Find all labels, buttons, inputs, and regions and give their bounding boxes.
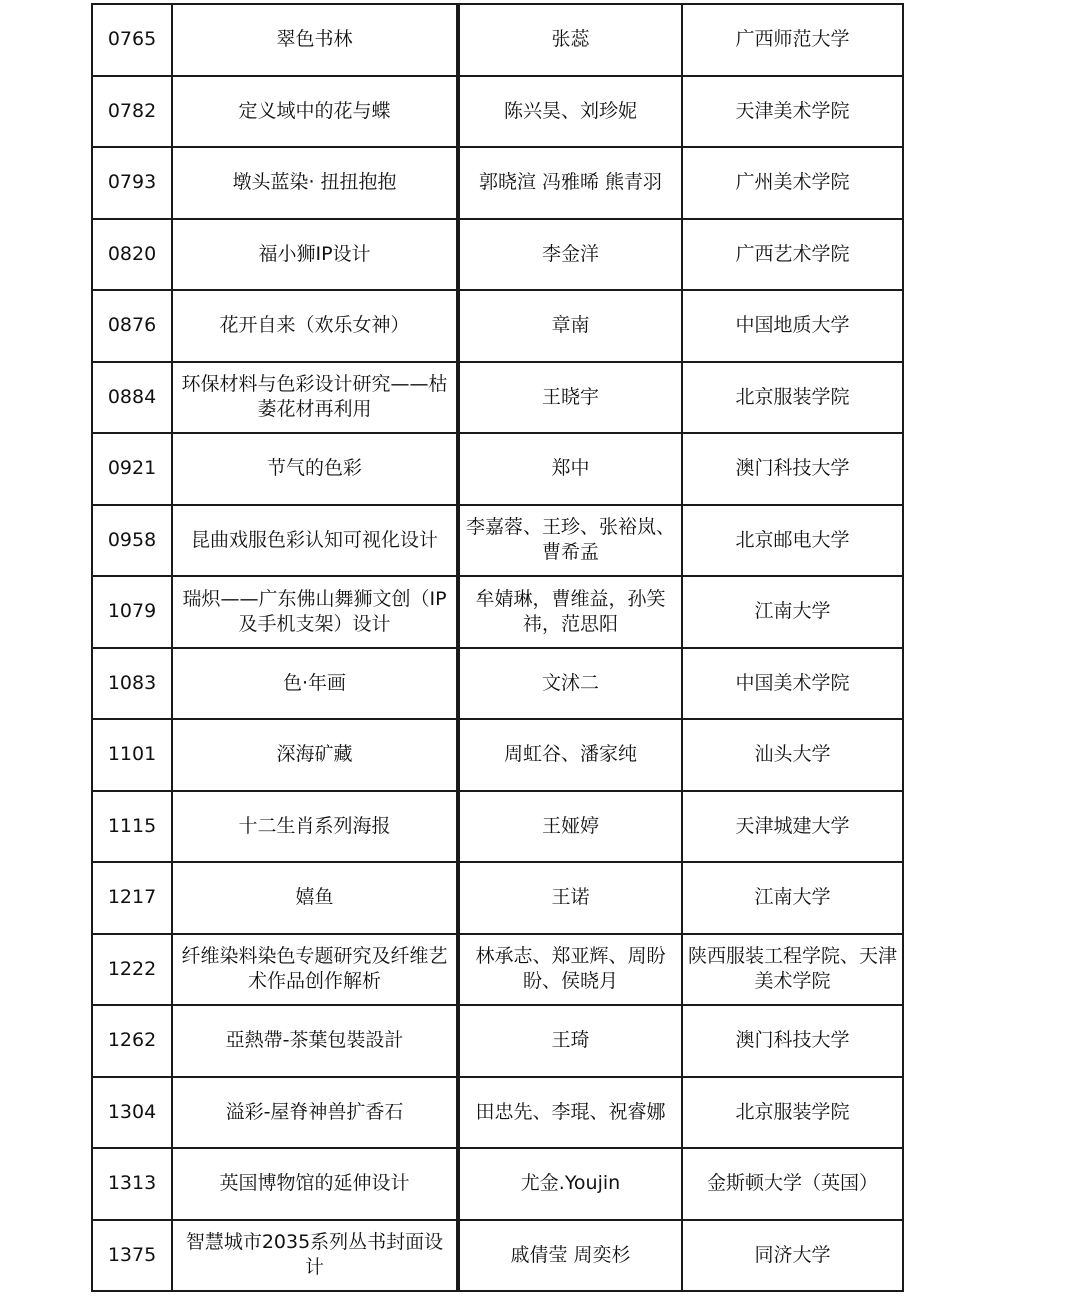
entry-id: 1079: [92, 576, 172, 648]
entry-id: 0958: [92, 505, 172, 577]
entry-title: 溢彩-屋脊神兽扩香石: [172, 1077, 458, 1149]
entry-id: 1375: [92, 1220, 172, 1292]
entry-title: 墩头蓝染· 扭扭抱抱: [172, 147, 458, 219]
table-row: [92, 219, 903, 291]
entry-title: 定义域中的花与蝶: [172, 76, 458, 148]
entry-school: 北京服装学院: [682, 362, 903, 434]
entry-id: 0884: [92, 362, 172, 434]
entry-title: 昆曲戏服色彩认知可视化设计: [172, 505, 458, 577]
entry-authors: 王诺: [458, 862, 682, 934]
table-row: [92, 362, 903, 434]
entry-id: 0793: [92, 147, 172, 219]
entry-school: 天津城建大学: [682, 791, 903, 863]
entry-id: 1115: [92, 791, 172, 863]
entry-authors: 郑中: [458, 433, 682, 505]
entry-title: 亞熱帶-茶葉包裝設計: [172, 1005, 458, 1077]
entry-school: 澳门科技大学: [682, 433, 903, 505]
entry-id: 1217: [92, 862, 172, 934]
entry-title: 英国博物馆的延伸设计: [172, 1148, 458, 1220]
entry-school: 广西师范大学: [682, 4, 903, 76]
entry-id: 1304: [92, 1077, 172, 1149]
entry-school: 中国地质大学: [682, 290, 903, 362]
table-row: [92, 934, 903, 1006]
entry-school: 中国美术学院: [682, 648, 903, 720]
entry-id: 0921: [92, 433, 172, 505]
entry-authors: 郭晓渲 冯雅晞 熊青羽: [458, 147, 682, 219]
entry-title: 纤维染料染色专题研究及纤维艺术作品创作解析: [172, 934, 458, 1006]
entry-title: 翠色书林: [172, 4, 458, 76]
table-row: [92, 433, 903, 505]
entry-title: 福小狮IP设计: [172, 219, 458, 291]
table-row: [92, 4, 903, 76]
entry-id: 1101: [92, 719, 172, 791]
entry-school: 汕头大学: [682, 719, 903, 791]
entry-title: 花开自来（欢乐女神）: [172, 290, 458, 362]
entry-authors: 王娅婷: [458, 791, 682, 863]
table-row: [92, 719, 903, 791]
entry-id: 1222: [92, 934, 172, 1006]
entry-authors: 林承志、郑亚辉、周盼盼、侯晓月: [458, 934, 682, 1006]
entry-authors: 戚倩莹 周奕杉: [458, 1220, 682, 1292]
table-row: [92, 76, 903, 148]
table-row: [92, 290, 903, 362]
entry-authors: 李金洋: [458, 219, 682, 291]
results-table: [91, 3, 904, 1292]
entry-authors: 李嘉蓉、王珍、张裕岚、曹希孟: [458, 505, 682, 577]
entry-id: 1262: [92, 1005, 172, 1077]
entry-title: 色·年画: [172, 648, 458, 720]
entry-school: 广州美术学院: [682, 147, 903, 219]
results-table-body: [92, 4, 903, 1291]
table-row: [92, 862, 903, 934]
entry-school: 天津美术学院: [682, 76, 903, 148]
entry-school: 广西艺术学院: [682, 219, 903, 291]
entry-title: 深海矿藏: [172, 719, 458, 791]
table-row: [92, 791, 903, 863]
entry-authors: 张蕊: [458, 4, 682, 76]
table-row: [92, 1005, 903, 1077]
entry-id: 0765: [92, 4, 172, 76]
entry-id: 1083: [92, 648, 172, 720]
entry-title: 节气的色彩: [172, 433, 458, 505]
entry-school: 金斯顿大学（英国）: [682, 1148, 903, 1220]
entry-school: 北京服装学院: [682, 1077, 903, 1149]
entry-title: 瑞炽——广东佛山舞狮文创（IP及手机支架）设计: [172, 576, 458, 648]
table-row: [92, 576, 903, 648]
entry-authors: 周虹谷、潘家纯: [458, 719, 682, 791]
entry-authors: 王琦: [458, 1005, 682, 1077]
table-row: [92, 1148, 903, 1220]
entry-school: 北京邮电大学: [682, 505, 903, 577]
entry-authors: 陈兴昊、刘珍妮: [458, 76, 682, 148]
table-row: [92, 505, 903, 577]
entry-authors: 尤金.Youjin: [458, 1148, 682, 1220]
table-row: [92, 1220, 903, 1292]
entry-school: 同济大学: [682, 1220, 903, 1292]
entry-title: 嬉鱼: [172, 862, 458, 934]
entry-authors: 文沭二: [458, 648, 682, 720]
entry-school: 陕西服装工程学院、天津美术学院: [682, 934, 903, 1006]
entry-title: 十二生肖系列海报: [172, 791, 458, 863]
entry-title: 智慧城市2035系列丛书封面设计: [172, 1220, 458, 1292]
table-row: [92, 147, 903, 219]
entry-authors: 王晓宇: [458, 362, 682, 434]
entry-authors: 田忠先、李琨、祝睿娜: [458, 1077, 682, 1149]
entry-authors: 牟婧琳，曹维益，孙笑祎，范思阳: [458, 576, 682, 648]
results-table-container: [91, 3, 902, 1291]
entry-school: 江南大学: [682, 862, 903, 934]
entry-title: 环保材料与色彩设计研究——枯萎花材再利用: [172, 362, 458, 434]
entry-id: 0782: [92, 76, 172, 148]
table-row: [92, 1077, 903, 1149]
entry-id: 0820: [92, 219, 172, 291]
entry-id: 1313: [92, 1148, 172, 1220]
table-row: [92, 648, 903, 720]
entry-school: 澳门科技大学: [682, 1005, 903, 1077]
entry-id: 0876: [92, 290, 172, 362]
entry-authors: 章南: [458, 290, 682, 362]
entry-school: 江南大学: [682, 576, 903, 648]
